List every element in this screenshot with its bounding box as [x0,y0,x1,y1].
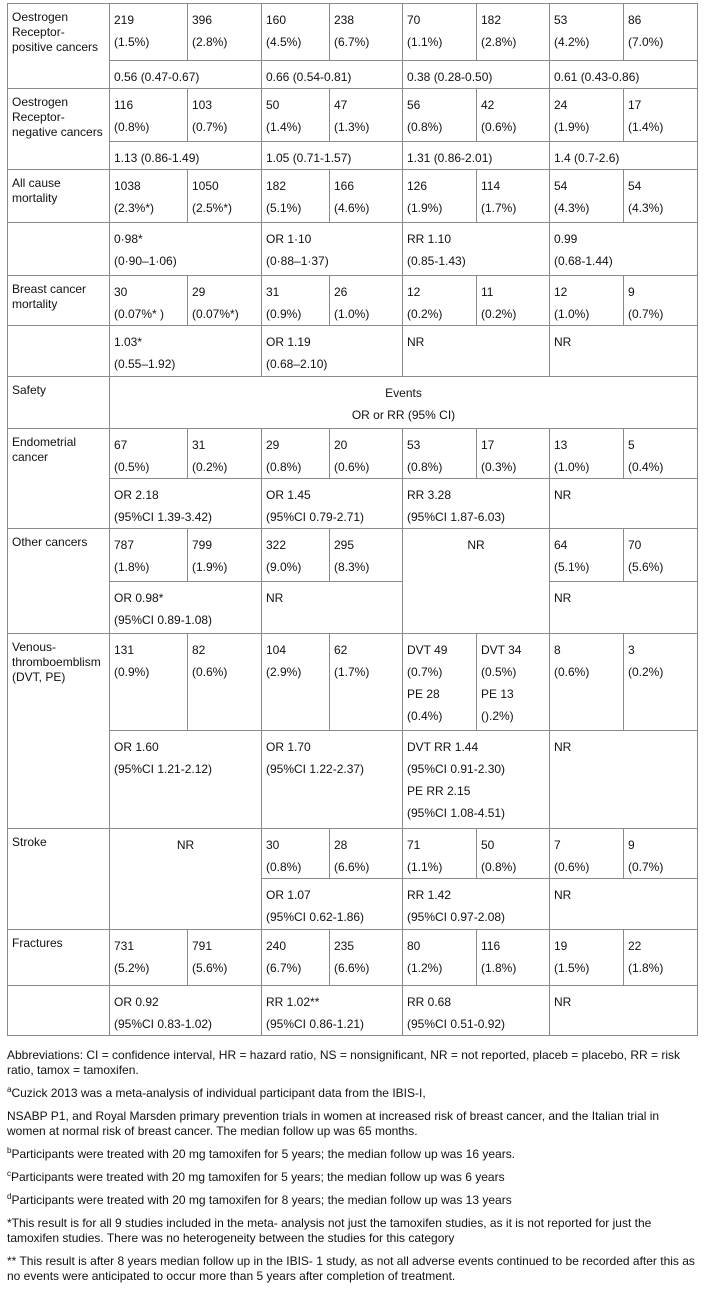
table-cell: 29 (0.8%) [262,429,330,479]
table-cell: 62 (1.7%) [330,634,403,731]
table-cell: 160 (4.5%) [262,4,330,61]
table-cell: DVT 34 (0.5%) PE 13 ().2%) [477,634,550,731]
footnote-marker: d [7,1192,12,1201]
table-cell: 1.4 (0.7-2.6) [550,142,698,170]
table-cell: 0.56 (0.47-0.67) [110,61,262,89]
table-cell: 131 (0.9%) [110,634,188,731]
table-cell: 12 (1.0%) [550,276,624,326]
table-cell: 86 (7.0%) [624,4,698,61]
row-label: Stroke [8,829,110,930]
table-cell: 166 (4.6%) [330,170,403,223]
table-cell: 1.05 (0.71-1.57) [262,142,403,170]
table-cell: 1038 (2.3%*) [110,170,188,223]
row-label: Safety [8,377,110,429]
table-cell: 787 (1.8%) [110,529,188,582]
row-label: Oestrogen Receptor-negative cancers [8,89,110,170]
table-cell: 116 (0.8%) [110,89,188,142]
footnote-a [7,1086,699,1101]
table-cell: 104 (2.9%) [262,634,330,731]
table-cell: 56 (0.8%) [403,89,477,142]
table-cell: 53 (0.8%) [403,429,477,479]
table-cell: 12 (0.2%) [403,276,477,326]
table-cell: 71 (1.1%) [403,829,477,879]
table-cell: 54 (4.3%) [624,170,698,223]
table-cell: RR 1.10 (0.85-1.43) [403,223,550,276]
table-cell: 42 (0.6%) [477,89,550,142]
table-cell: 0.66 (0.54-0.81) [262,61,403,89]
footnote-double-star: ** This result is after 8 years median follow up in the IBIS- 1 study, as not all adverse events continued to be recorded after this as no events were anticipated to occur more than 5 years after completion of treatment. [7,1254,695,1283]
table-cell: 5 (0.4%) [624,429,698,479]
table-cell: NR [550,731,698,829]
table-cell: 9 (0.7%) [624,829,698,879]
empty-cell [8,326,110,377]
footnote-b [7,1147,699,1162]
table-cell: 26 (1.0%) [330,276,403,326]
row-label: Other cancers [8,529,110,634]
table-cell: 1050 (2.5%*) [188,170,262,223]
table-cell: 791 (5.6%) [188,930,262,986]
footnote-a-continued: NSABP P1, and Royal Marsden primary prevention trials in women at increased risk of breast cancer, and the Italian trial in women at normal risk of breast cancer. The median follow up was 65 months. [7,1109,660,1138]
table-cell: 11 (0.2%) [477,276,550,326]
table-cell: NR [550,326,698,377]
table-cell: 0.99 (0.68-1.44) [550,223,698,276]
row-label: Oestrogen Receptor-positive cancers [8,4,110,89]
table-cell: OR 1.07 (95%CI 0.62-1.86) [262,879,403,930]
table-cell: 182 (5.1%) [262,170,330,223]
footnote-text: Participants were treated with 20 mg tamoxifen for 8 years; the median follow up was 13 years [11,1193,512,1207]
table-cell: 54 (4.3%) [550,170,624,223]
footnote-marker: b [7,1146,12,1155]
row-label: Endometrial cancer [8,429,110,529]
table-cell: 295 (8.3%) [330,529,403,582]
table-cell: 0.61 (0.43-0.86) [550,61,698,89]
table-cell: NR [550,479,698,529]
footnote-marker: a [7,1085,12,1094]
table-cell: 67 (0.5%) [110,429,188,479]
row-label: Fractures [8,930,110,986]
table-cell: OR 1.45 (95%CI 0.79-2.71) [262,479,403,529]
table-cell: OR 1.70 (95%CI 1.22-2.37) [262,731,403,829]
table-cell: 219 (1.5%) [110,4,188,61]
events-header: Events OR or RR (95% CI) [110,377,698,429]
table-cell: 29 (0.07%*) [188,276,262,326]
table-cell: 82 (0.6%) [188,634,262,731]
footnotes [7,1048,699,1292]
table-cell: 1.13 (0.86-1.49) [110,142,262,170]
table-cell: NR [403,326,550,377]
table-cell: 80 (1.2%) [403,930,477,986]
table-cell: OR 1.19 (0.68–2.10) [262,326,403,377]
table-cell: 3 (0.2%) [624,634,698,731]
table-cell: 8 (0.6%) [550,634,624,731]
footnote-d [7,1193,699,1208]
table-cell: RR 1.02** (95%CI 0.86-1.21) [262,986,403,1036]
table-cell: 238 (6.7%) [330,4,403,61]
table-cell: NR [550,879,698,930]
table-cell: NR [550,582,698,634]
table-cell: 30 (0.8%) [262,829,330,879]
table-cell: 7 (0.6%) [550,829,624,879]
table-cell: 0·98* (0·90–1·06) [110,223,262,276]
table-cell: 235 (6.6%) [330,930,403,986]
table-cell: 30 (0.07%* ) [110,276,188,326]
table-cell: NR [550,986,698,1036]
abbreviations-note: Abbreviations: CI = confidence interval, HR = hazard ratio, NS = nonsignificant, NR = not reported, placeb = placebo, RR = risk ratio, tamox = tamoxifen. [7,1048,681,1077]
table-cell: 50 (1.4%) [262,89,330,142]
table-cell: 396 (2.8%) [188,4,262,61]
table-cell: 70 (5.6%) [624,529,698,582]
table-cell: RR 1.42 (95%CI 0.97-2.08) [403,879,550,930]
table-cell: 0.38 (0.28-0.50) [403,61,550,89]
table-cell: 31 (0.2%) [188,429,262,479]
row-label: All cause mortality [8,170,110,223]
footnote-text: Participants were treated with 20 mg tamoxifen for 5 years; the median follow up was 16 years. [11,1147,516,1161]
footnote-marker: c [7,1169,11,1178]
row-label: Venous-thromboemblism (DVT, PE) [8,634,110,829]
table-cell: 731 (5.2%) [110,930,188,986]
table-cell: 53 (4.2%) [550,4,624,61]
empty-cell [8,223,110,276]
table-cell: 24 (1.9%) [550,89,624,142]
footnote-star: *This result is for all 9 studies included in the meta- analysis not just the tamoxifen studies, as it is not reported for just the tamoxifen studies. There was no heterogeneity between the studies for this category [7,1216,652,1245]
table-cell: 19 (1.5%) [550,930,624,986]
table-cell: NR [110,829,262,930]
table-cell: 240 (6.7%) [262,930,330,986]
table-cell: RR 3.28 (95%CI 1.87-6.03) [403,479,550,529]
table-cell: DVT RR 1.44 (95%CI 0.91-2.30) PE RR 2.15 (95%CI 1.08-4.51) [403,731,550,829]
empty-cell [8,986,110,1036]
table-cell: 9 (0.7%) [624,276,698,326]
footnote-text: Participants were treated with 20 mg tamoxifen for 5 years; the median follow up was 6 years [11,1170,505,1184]
table-cell: 126 (1.9%) [403,170,477,223]
table-cell: 70 (1.1%) [403,4,477,61]
table-cell: OR 1.60 (95%CI 1.21-2.12) [110,731,262,829]
table-cell: 103 (0.7%) [188,89,262,142]
footnote-c [7,1170,699,1185]
table-cell: 64 (5.1%) [550,529,624,582]
table-cell: 20 (0.6%) [330,429,403,479]
table-cell: OR 0.92 (95%CI 0.83-1.02) [110,986,262,1036]
table-cell: 322 (9.0%) [262,529,330,582]
table-cell: DVT 49 (0.7%) PE 28 (0.4%) [403,634,477,731]
table-cell: 47 (1.3%) [330,89,403,142]
table-cell: 17 (1.4%) [624,89,698,142]
table-cell: 31 (0.9%) [262,276,330,326]
results-table [7,3,698,1036]
table-cell: 28 (6.6%) [330,829,403,879]
table-cell: 13 (1.0%) [550,429,624,479]
table-cell: NR [403,529,550,634]
table-cell: OR 2.18 (95%CI 1.39-3.42) [110,479,262,529]
table-cell: 799 (1.9%) [188,529,262,582]
row-label: Breast cancer mortality [8,276,110,326]
table-cell: 114 (1.7%) [477,170,550,223]
table-cell: 50 (0.8%) [477,829,550,879]
table-cell: 1.03* (0.55–1.92) [110,326,262,377]
table-cell: OR 1·10 (0·88–1·37) [262,223,403,276]
table-cell: 22 (1.8%) [624,930,698,986]
table-cell: 1.31 (0.86-2.01) [403,142,550,170]
table-cell: 116 (1.8%) [477,930,550,986]
table-cell: 17 (0.3%) [477,429,550,479]
footnote-text: Cuzick 2013 was a meta-analysis of individual participant data from the IBIS-I, [11,1086,426,1100]
table-cell: RR 0.68 (95%CI 0.51-0.92) [403,986,550,1036]
table-cell: 182 (2.8%) [477,4,550,61]
table-cell: OR 0.98* (95%CI 0.89-1.08) [110,582,262,634]
table-cell: NR [262,582,403,634]
